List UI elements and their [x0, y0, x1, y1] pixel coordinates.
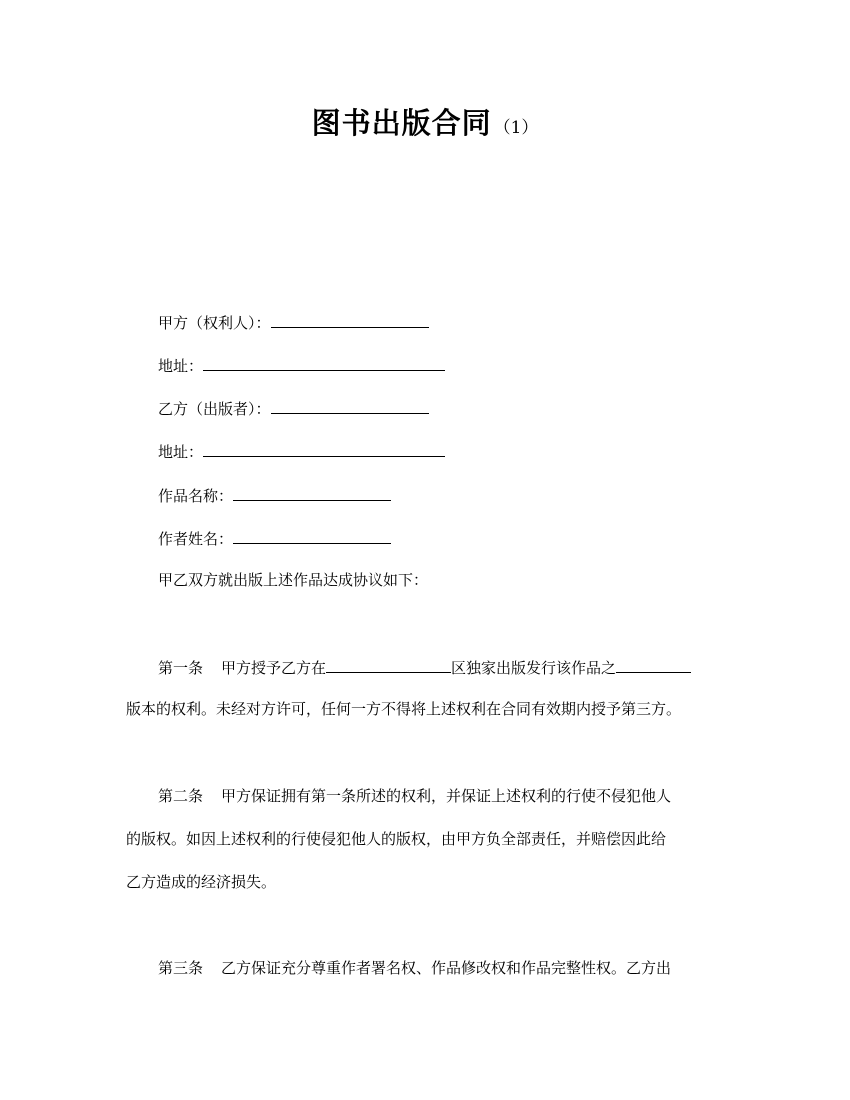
party-a-address-blank[interactable]	[203, 354, 445, 371]
author-name-field	[158, 527, 391, 549]
article-2-text: 甲方保证拥有第一条所述的权利，并保证上述权利的行使不侵犯他人	[221, 787, 672, 805]
title-text: 图书出版合同	[311, 106, 492, 140]
author-name-label: 作者姓名：	[158, 530, 234, 548]
party-b-address-blank[interactable]	[203, 440, 445, 457]
intro-statement: 甲乙双方就出版上述作品达成协议如下：	[158, 571, 429, 589]
party-a-label: 甲方（权利人）：	[158, 314, 271, 332]
work-title-field	[158, 484, 391, 506]
document-title	[0, 101, 850, 142]
party-a-blank[interactable]	[271, 311, 429, 328]
article-1-version-blank[interactable]	[616, 656, 691, 673]
article-2-line-3: 乙方造成的经济损失。	[126, 873, 277, 891]
party-a-address-label: 地址：	[158, 357, 204, 375]
article-3-heading: 第三条	[158, 959, 204, 977]
article-1-text-a: 甲方授予乙方在	[221, 659, 327, 677]
article-1-line-2: 版本的权利。未经对方许可，任何一方不得将上述权利在合同有效期内授予第三方。	[126, 700, 682, 718]
party-a-field	[158, 311, 429, 333]
article-3-line-1	[158, 958, 671, 978]
party-b-label: 乙方（出版者）：	[158, 400, 271, 418]
work-title-blank[interactable]	[233, 484, 391, 501]
article-2-heading: 第二条	[158, 787, 204, 805]
article-1-text-b: 区独家出版发行该作品之	[451, 659, 617, 677]
party-a-address-field	[158, 354, 445, 376]
article-2-line-2: 的版权。如因上述权利的行使侵犯他人的版权，由甲方负全部责任，并赔偿因此给	[126, 830, 667, 848]
party-b-field	[158, 397, 429, 419]
article-1-line-1	[158, 656, 691, 678]
article-2-line-1	[158, 786, 671, 806]
article-3-text: 乙方保证充分尊重作者署名权、作品修改权和作品完整性权。乙方出	[221, 959, 672, 977]
party-b-address-field	[158, 440, 445, 462]
article-1-region-blank[interactable]	[326, 656, 451, 673]
title-suffix: （1）	[493, 118, 539, 138]
article-1-heading: 第一条	[158, 659, 204, 677]
party-b-blank[interactable]	[271, 397, 429, 414]
party-b-address-label: 地址：	[158, 443, 204, 461]
author-name-blank[interactable]	[233, 527, 391, 544]
work-title-label: 作品名称：	[158, 487, 234, 505]
